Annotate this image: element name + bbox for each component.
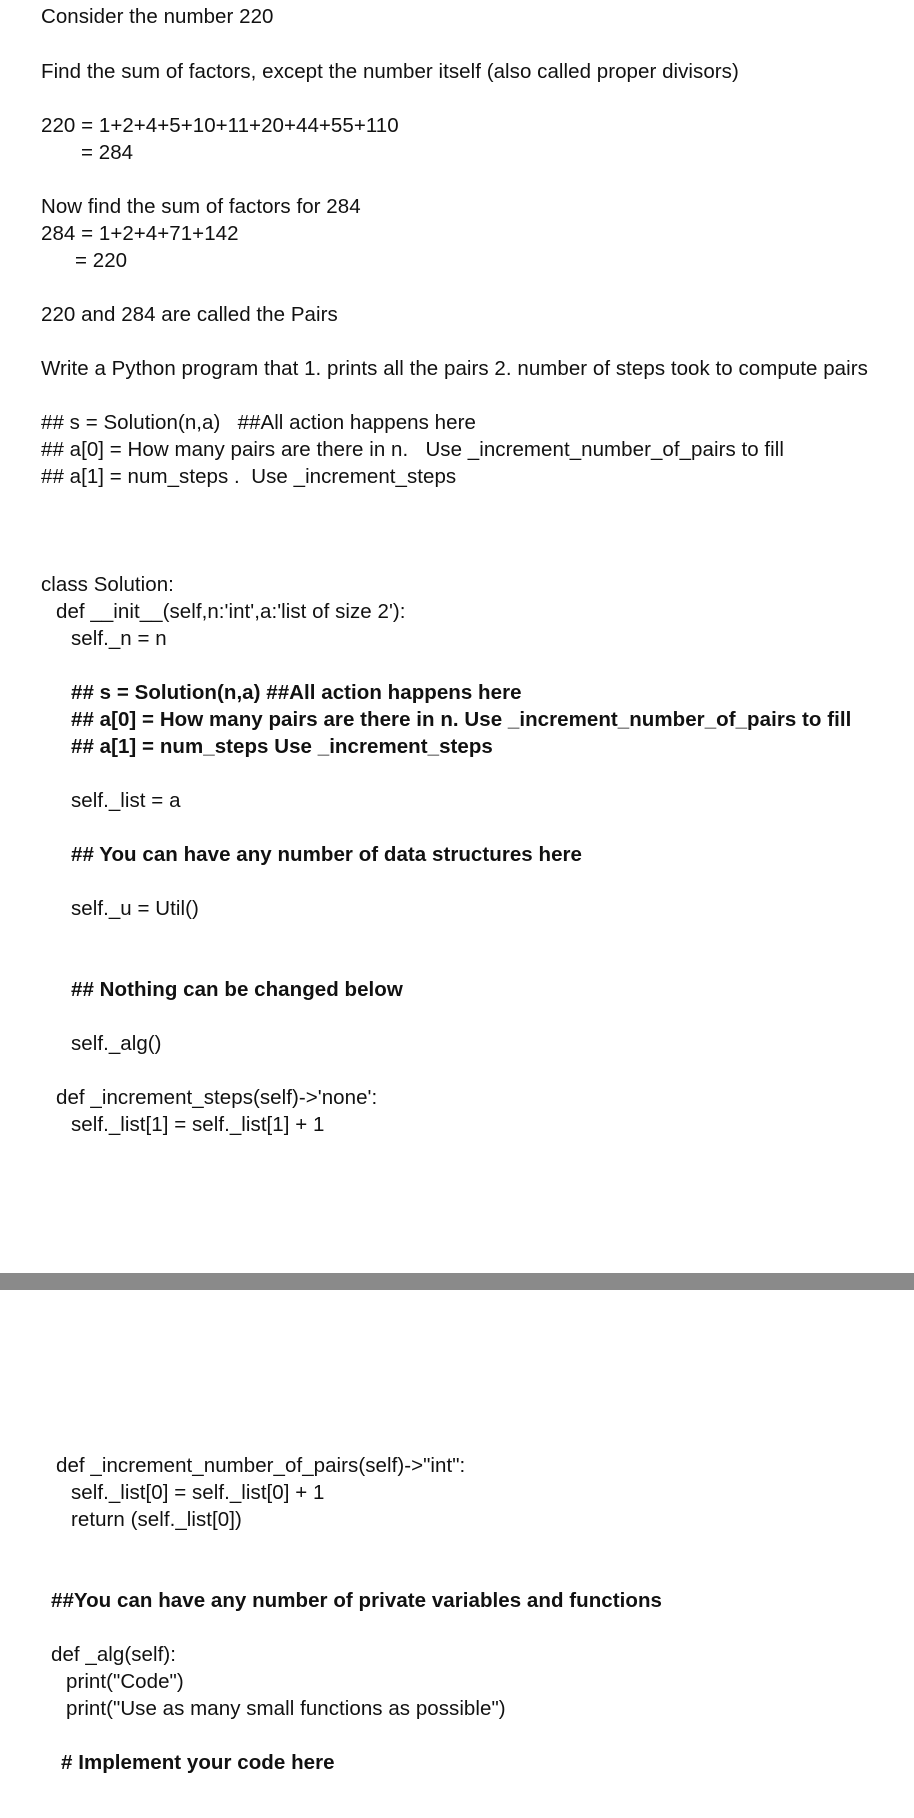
sum-284-text: = 220 (75, 249, 128, 272)
factors-220-text: 220 = 1+2+4+5+10+11+20+44+55+110 (41, 114, 399, 137)
alg-definition: def _alg(self): (51, 1643, 176, 1666)
increment-steps-definition: def _increment_steps(self)->'none': (56, 1086, 378, 1109)
call-alg-line: self._alg() (71, 1032, 162, 1055)
sum-220-text: = 284 (81, 141, 134, 164)
bold-comment-a1: ## a[1] = num_steps Use _increment_steps (71, 735, 493, 758)
assign-n-line: self._n = n (71, 627, 167, 650)
init-definition: def __init__(self,n:'int',a:'list of size 2'): (56, 600, 406, 623)
bold-data-structures-comment: ## You can have any number of data structures here (71, 843, 582, 866)
increment-pairs-definition: def _increment_number_of_pairs(self)->"int": (56, 1454, 466, 1477)
bold-comment-a0: ## a[0] = How many pairs are there in n. Use _increment_number_of_pairs to fill (71, 708, 852, 731)
assign-util-line: self._u = Util() (71, 897, 199, 920)
task2-text: Now find the sum of factors for 284 (41, 195, 361, 218)
increment-pairs-body: self._list[0] = self._list[0] + 1 (71, 1481, 325, 1504)
pairs-note-text: 220 and 284 are called the Pairs (41, 303, 338, 326)
page-divider (0, 1273, 914, 1290)
comment-s-text: ## s = Solution(n,a) ##All action happens here (41, 411, 476, 434)
bold-implement-comment: # Implement your code here (61, 1751, 335, 1774)
factors-284-text: 284 = 1+2+4+71+142 (41, 222, 239, 245)
intro-text: Consider the number 220 (41, 5, 274, 28)
class-declaration: class Solution: (41, 573, 174, 596)
comment-a0-text: ## a[0] = How many pairs are there in n. Use _increment_number_of_pairs to fill (41, 438, 784, 461)
print-code-line: print("Code") (66, 1670, 184, 1693)
comment-a1-text: ## a[1] = num_steps . Use _increment_steps (41, 465, 457, 488)
task1-text: Find the sum of factors, except the number itself (also called proper divisors) (41, 60, 739, 83)
bold-comment-s: ## s = Solution(n,a) ##All action happens here (71, 681, 522, 704)
assign-list-line: self._list = a (71, 789, 181, 812)
bold-nothing-changed-comment: ## Nothing can be changed below (71, 978, 403, 1001)
increment-steps-body: self._list[1] = self._list[1] + 1 (71, 1113, 325, 1136)
bold-private-vars-comment: ##You can have any number of private variables and functions (51, 1589, 662, 1612)
increment-pairs-return: return (self._list[0]) (71, 1508, 242, 1531)
print-small-functions-line: print("Use as many small functions as possible") (66, 1697, 506, 1720)
assignment-text: Write a Python program that 1. prints all the pairs 2. number of steps took to compute pairs (41, 357, 868, 380)
